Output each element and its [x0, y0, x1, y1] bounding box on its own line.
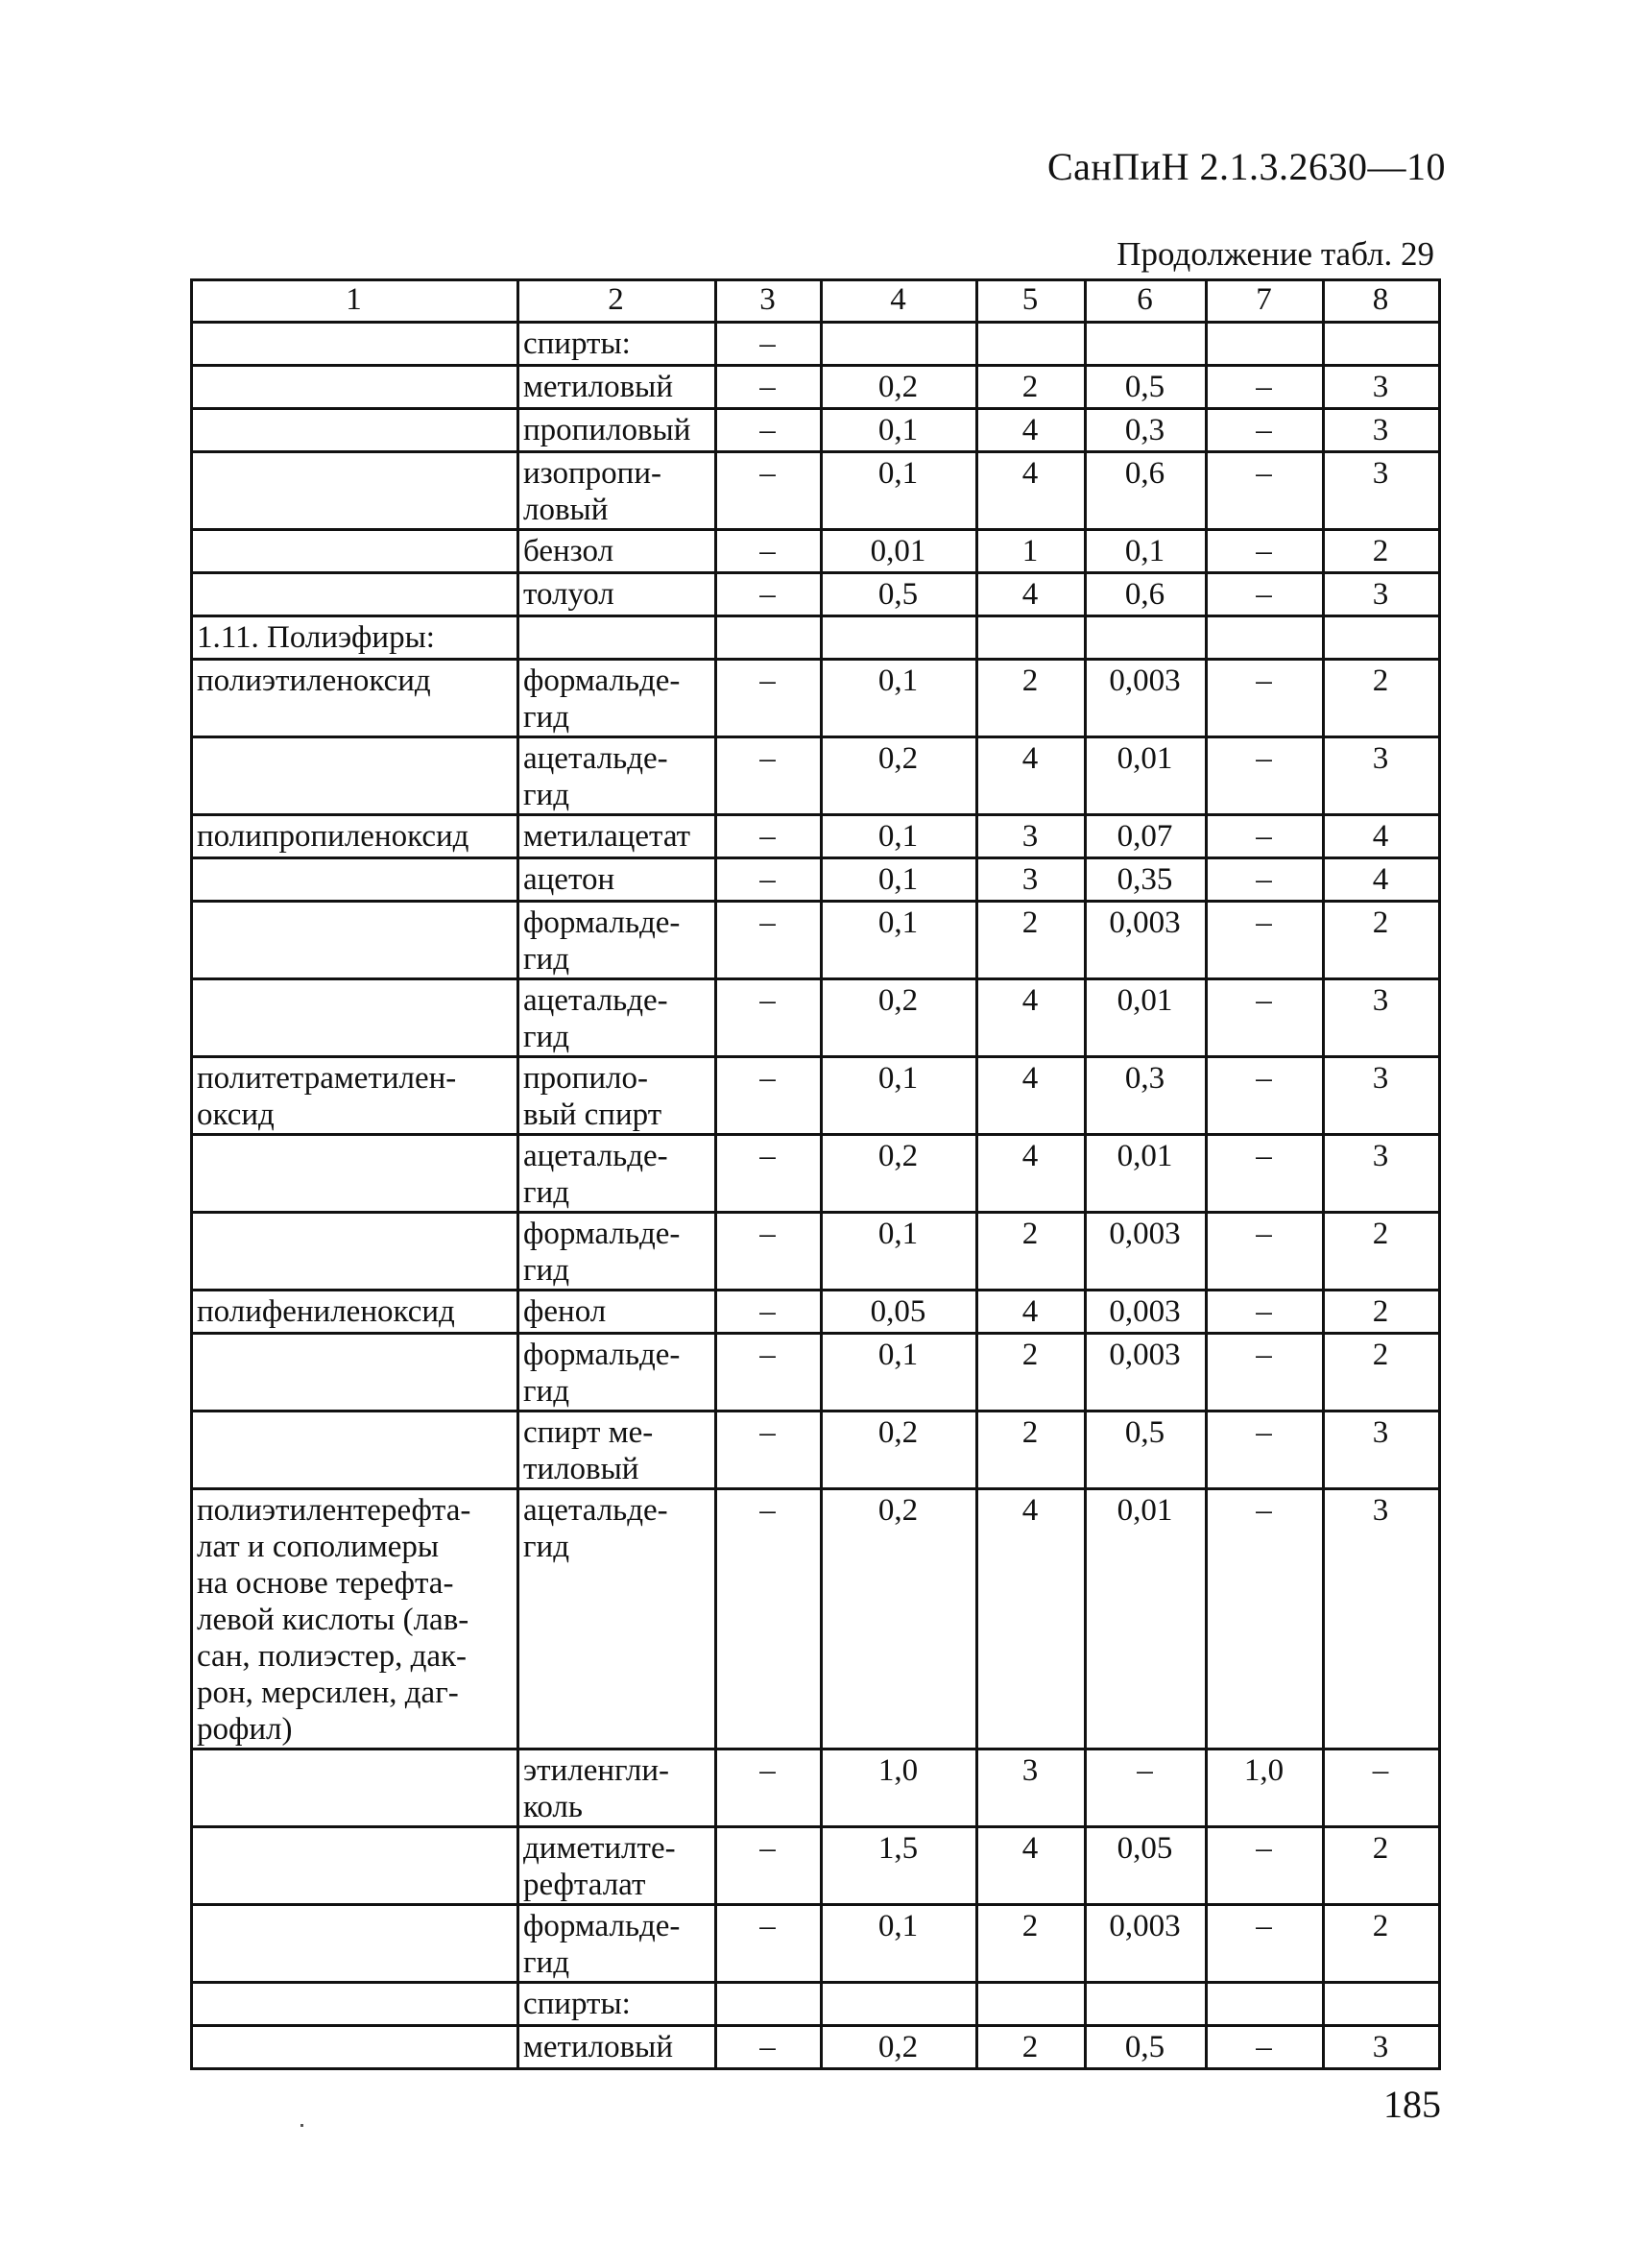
value-cell: – — [1207, 902, 1324, 979]
material-cell — [192, 573, 518, 616]
value-cell: – — [1207, 2026, 1324, 2069]
substance-cell — [518, 616, 716, 660]
substance-cell: формальде- гид — [518, 902, 716, 979]
scan-artifact-dot — [300, 2124, 303, 2127]
value-cell: 0,1 — [822, 902, 977, 979]
material-cell — [192, 409, 518, 452]
value-cell: 0,3 — [1086, 1057, 1207, 1135]
document-code: СанПиН 2.1.3.2630—10 — [1046, 145, 1446, 188]
value-cell: 0,5 — [1086, 2026, 1207, 2069]
substance-cell: спирт ме- тиловый — [518, 1411, 716, 1489]
substance-cell: формальде- гид — [518, 1905, 716, 1983]
column-header: 8 — [1324, 280, 1440, 323]
value-cell — [822, 616, 977, 660]
table-row — [192, 1983, 1440, 2026]
substance-cell: спирты: — [518, 323, 716, 366]
value-cell: 0,2 — [822, 979, 977, 1057]
substance-cell: метилацетат — [518, 815, 716, 858]
value-cell: – — [716, 1213, 822, 1291]
material-cell: полипропиленоксид — [192, 815, 518, 858]
value-cell: 4 — [977, 737, 1086, 815]
value-cell: 0,1 — [822, 1334, 977, 1411]
material-cell — [192, 1905, 518, 1983]
value-cell: 0,1 — [822, 1905, 977, 1983]
value-cell: 0,003 — [1086, 1905, 1207, 1983]
value-cell: 0,5 — [1086, 366, 1207, 409]
table-row — [192, 573, 1440, 616]
table-row — [192, 2026, 1440, 2069]
value-cell: 2 — [977, 660, 1086, 737]
value-cell: – — [1207, 1057, 1324, 1135]
material-cell — [192, 530, 518, 573]
value-cell: 0,003 — [1086, 1213, 1207, 1291]
table-row — [192, 366, 1440, 409]
value-cell: – — [1207, 1489, 1324, 1749]
value-cell: 0,01 — [1086, 1135, 1207, 1213]
value-cell: 0,1 — [822, 1213, 977, 1291]
value-cell: 4 — [1324, 858, 1440, 902]
value-cell: 0,1 — [822, 815, 977, 858]
value-cell: 0,2 — [822, 366, 977, 409]
value-cell: 0,6 — [1086, 452, 1207, 530]
value-cell — [977, 1983, 1086, 2026]
value-cell: 0,1 — [822, 1057, 977, 1135]
table-header-row — [192, 280, 1440, 323]
value-cell: 4 — [977, 573, 1086, 616]
column-header: 5 — [977, 280, 1086, 323]
value-cell: 4 — [977, 1291, 1086, 1334]
value-cell — [1324, 323, 1440, 366]
table-row — [192, 530, 1440, 573]
value-cell: 3 — [1324, 1411, 1440, 1489]
value-cell: – — [1207, 1291, 1324, 1334]
value-cell: – — [1207, 858, 1324, 902]
value-cell: 0,1 — [822, 858, 977, 902]
value-cell: 0,5 — [1086, 1411, 1207, 1489]
substance-cell: метиловый — [518, 2026, 716, 2069]
value-cell: 2 — [1324, 1827, 1440, 1905]
value-cell: 1,0 — [1207, 1749, 1324, 1827]
value-cell: – — [716, 573, 822, 616]
table-row — [192, 660, 1440, 737]
value-cell: 2 — [1324, 660, 1440, 737]
value-cell: – — [1207, 1905, 1324, 1983]
table-row — [192, 1135, 1440, 1213]
material-cell — [192, 1411, 518, 1489]
value-cell: 0,003 — [1086, 1291, 1207, 1334]
table-row — [192, 1213, 1440, 1291]
material-cell: полиэтиленоксид — [192, 660, 518, 737]
value-cell: 2 — [977, 902, 1086, 979]
value-cell — [1207, 616, 1324, 660]
value-cell: 0,2 — [822, 1489, 977, 1749]
value-cell: 4 — [977, 452, 1086, 530]
substance-cell: формальде- гид — [518, 1213, 716, 1291]
value-cell: – — [716, 2026, 822, 2069]
value-cell: 3 — [1324, 1135, 1440, 1213]
table-row — [192, 737, 1440, 815]
value-cell: 3 — [1324, 366, 1440, 409]
value-cell: 2 — [977, 1213, 1086, 1291]
material-cell — [192, 2026, 518, 2069]
value-cell: – — [1207, 1334, 1324, 1411]
value-cell: 2 — [1324, 902, 1440, 979]
value-cell: 0,003 — [1086, 902, 1207, 979]
table-row — [192, 979, 1440, 1057]
substance-cell: спирты: — [518, 1983, 716, 2026]
value-cell: 0,07 — [1086, 815, 1207, 858]
material-cell — [192, 979, 518, 1057]
value-cell: – — [716, 530, 822, 573]
value-cell: 2 — [977, 366, 1086, 409]
value-cell: 0,2 — [822, 737, 977, 815]
value-cell — [1324, 1983, 1440, 2026]
value-cell: – — [716, 323, 822, 366]
value-cell: – — [716, 409, 822, 452]
column-header: 1 — [192, 280, 518, 323]
value-cell: – — [1207, 815, 1324, 858]
value-cell — [822, 1983, 977, 2026]
value-cell: 0,1 — [822, 660, 977, 737]
material-cell — [192, 1213, 518, 1291]
value-cell: – — [1207, 1135, 1324, 1213]
value-cell — [1207, 323, 1324, 366]
value-cell: – — [716, 660, 822, 737]
value-cell — [822, 323, 977, 366]
table-row — [192, 1411, 1440, 1489]
value-cell: 0,6 — [1086, 573, 1207, 616]
value-cell: 2 — [1324, 1291, 1440, 1334]
material-cell — [192, 737, 518, 815]
material-cell — [192, 858, 518, 902]
table-row — [192, 1291, 1440, 1334]
value-cell: 0,01 — [1086, 1489, 1207, 1749]
value-cell: – — [1207, 573, 1324, 616]
value-cell: – — [1207, 1827, 1324, 1905]
value-cell: 3 — [977, 815, 1086, 858]
value-cell — [716, 616, 822, 660]
table-row — [192, 616, 1440, 660]
value-cell: 3 — [977, 858, 1086, 902]
value-cell: 0,2 — [822, 1411, 977, 1489]
value-cell: – — [1086, 1749, 1207, 1827]
table-row — [192, 902, 1440, 979]
substance-cell: ацетон — [518, 858, 716, 902]
data-table — [190, 278, 1441, 2070]
value-cell: 1 — [977, 530, 1086, 573]
value-cell: 0,003 — [1086, 1334, 1207, 1411]
value-cell: 0,01 — [822, 530, 977, 573]
value-cell: – — [1207, 1411, 1324, 1489]
substance-cell: метиловый — [518, 366, 716, 409]
table-row — [192, 452, 1440, 530]
page-number: 185 — [1383, 2083, 1441, 2126]
material-cell — [192, 1827, 518, 1905]
value-cell — [1086, 616, 1207, 660]
value-cell: 4 — [977, 1489, 1086, 1749]
column-header: 6 — [1086, 280, 1207, 323]
value-cell: 0,01 — [1086, 979, 1207, 1057]
value-cell: – — [716, 1827, 822, 1905]
value-cell: 4 — [977, 409, 1086, 452]
value-cell: 2 — [977, 2026, 1086, 2069]
value-cell: – — [716, 858, 822, 902]
table-row — [192, 1334, 1440, 1411]
value-cell: 0,2 — [822, 2026, 977, 2069]
value-cell: – — [716, 1135, 822, 1213]
table-row — [192, 409, 1440, 452]
material-cell: политетраметилен- оксид — [192, 1057, 518, 1135]
substance-cell: диметилте- рефталат — [518, 1827, 716, 1905]
substance-cell: ацетальде- гид — [518, 1489, 716, 1749]
substance-cell: ацетальде- гид — [518, 1135, 716, 1213]
value-cell — [716, 1983, 822, 2026]
value-cell: 2 — [977, 1905, 1086, 1983]
material-cell: 1.11. Полиэфиры: — [192, 616, 518, 660]
value-cell: 0,5 — [822, 573, 977, 616]
column-header: 7 — [1207, 280, 1324, 323]
value-cell: – — [1324, 1749, 1440, 1827]
value-cell: 0,1 — [1086, 530, 1207, 573]
value-cell: 3 — [1324, 737, 1440, 815]
value-cell: 3 — [1324, 979, 1440, 1057]
value-cell: 0,2 — [822, 1135, 977, 1213]
value-cell: 4 — [977, 1135, 1086, 1213]
value-cell: – — [716, 1291, 822, 1334]
value-cell — [977, 323, 1086, 366]
material-cell: полиэтилентерефта- лат и сополимеры на основе терефта- левой кислоты (лав- сан, полиэстер, дак- рон, мерсилен, даг- рофил) — [192, 1489, 518, 1749]
value-cell — [1086, 1983, 1207, 2026]
value-cell: – — [716, 737, 822, 815]
table-row — [192, 1057, 1440, 1135]
table-row — [192, 815, 1440, 858]
value-cell: 4 — [977, 1057, 1086, 1135]
table-row — [192, 858, 1440, 902]
value-cell: – — [1207, 1213, 1324, 1291]
table-row — [192, 1749, 1440, 1827]
substance-cell: бензол — [518, 530, 716, 573]
substance-cell: пропило- вый спирт — [518, 1057, 716, 1135]
value-cell: 3 — [977, 1749, 1086, 1827]
material-cell — [192, 1334, 518, 1411]
substance-cell: фенол — [518, 1291, 716, 1334]
material-cell — [192, 1749, 518, 1827]
column-header: 3 — [716, 280, 822, 323]
value-cell: – — [716, 1057, 822, 1135]
value-cell: 4 — [977, 979, 1086, 1057]
value-cell: 2 — [1324, 1213, 1440, 1291]
material-cell: полифениленоксид — [192, 1291, 518, 1334]
value-cell: 3 — [1324, 2026, 1440, 2069]
value-cell: 0,35 — [1086, 858, 1207, 902]
substance-cell: ацетальде- гид — [518, 737, 716, 815]
value-cell: 3 — [1324, 1489, 1440, 1749]
substance-cell: формальде- гид — [518, 660, 716, 737]
substance-cell: этиленгли- коль — [518, 1749, 716, 1827]
value-cell: – — [1207, 979, 1324, 1057]
value-cell: 0,003 — [1086, 660, 1207, 737]
value-cell: 4 — [977, 1827, 1086, 1905]
value-cell: – — [1207, 530, 1324, 573]
substance-cell: изопропи- ловый — [518, 452, 716, 530]
value-cell: 2 — [1324, 1905, 1440, 1983]
value-cell: 0,05 — [822, 1291, 977, 1334]
value-cell: 2 — [977, 1411, 1086, 1489]
value-cell: – — [716, 1905, 822, 1983]
value-cell: 0,1 — [822, 409, 977, 452]
value-cell: 1,0 — [822, 1749, 977, 1827]
column-header: 4 — [822, 280, 977, 323]
value-cell: – — [716, 815, 822, 858]
value-cell: 1,5 — [822, 1827, 977, 1905]
column-header: 2 — [518, 280, 716, 323]
value-cell: – — [716, 1411, 822, 1489]
value-cell: – — [716, 1334, 822, 1411]
substance-cell: пропиловый — [518, 409, 716, 452]
substance-cell: формальде- гид — [518, 1334, 716, 1411]
material-cell — [192, 323, 518, 366]
value-cell: 0,01 — [1086, 737, 1207, 815]
value-cell: – — [1207, 737, 1324, 815]
table-row — [192, 1827, 1440, 1905]
value-cell: 0,1 — [822, 452, 977, 530]
value-cell: – — [1207, 660, 1324, 737]
value-cell: 4 — [1324, 815, 1440, 858]
value-cell — [977, 616, 1086, 660]
substance-cell: толуол — [518, 573, 716, 616]
substance-cell: ацетальде- гид — [518, 979, 716, 1057]
material-cell — [192, 902, 518, 979]
value-cell: – — [716, 366, 822, 409]
value-cell — [1086, 323, 1207, 366]
material-cell — [192, 1983, 518, 2026]
value-cell: 0,3 — [1086, 409, 1207, 452]
material-cell — [192, 366, 518, 409]
value-cell: – — [1207, 452, 1324, 530]
value-cell: 2 — [977, 1334, 1086, 1411]
material-cell — [192, 452, 518, 530]
value-cell: – — [716, 902, 822, 979]
table-row — [192, 323, 1440, 366]
value-cell: 3 — [1324, 1057, 1440, 1135]
value-cell — [1207, 1983, 1324, 2026]
table-row — [192, 1489, 1440, 1749]
value-cell: – — [716, 1749, 822, 1827]
value-cell: 3 — [1324, 409, 1440, 452]
material-cell — [192, 1135, 518, 1213]
value-cell: – — [1207, 366, 1324, 409]
value-cell: – — [716, 452, 822, 530]
value-cell — [1324, 616, 1440, 660]
value-cell: 3 — [1324, 452, 1440, 530]
value-cell: 0,05 — [1086, 1827, 1207, 1905]
table-row — [192, 1905, 1440, 1983]
value-cell: 3 — [1324, 573, 1440, 616]
value-cell: 2 — [1324, 1334, 1440, 1411]
value-cell: – — [716, 1489, 822, 1749]
value-cell: – — [716, 979, 822, 1057]
value-cell: 2 — [1324, 530, 1440, 573]
table-caption: Продолжение табл. 29 — [1117, 235, 1434, 273]
value-cell: – — [1207, 409, 1324, 452]
